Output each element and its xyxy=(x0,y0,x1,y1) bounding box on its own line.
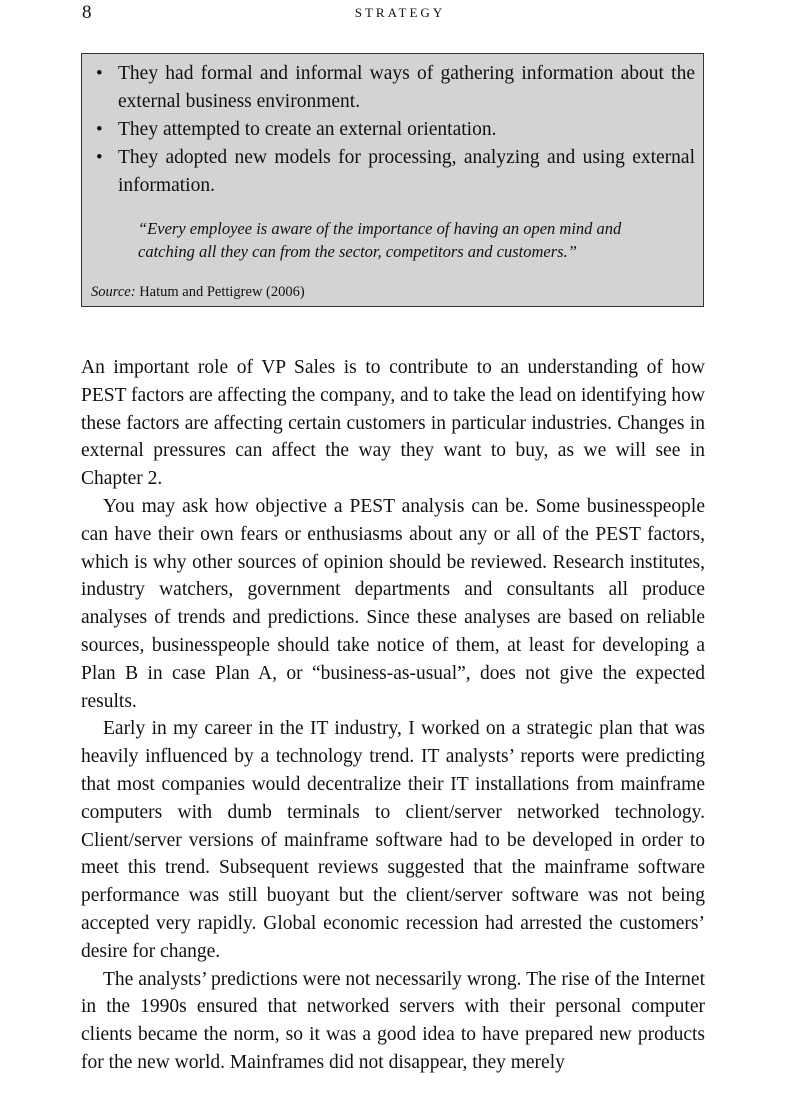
bullet-icon: • xyxy=(96,63,103,84)
bullet-item xyxy=(82,116,705,144)
paragraph: Early in my career in the IT industry, I worked on a strategic plan that was heavily influenced by a technology trend. IT analysts’ reports were predicting that most companies would decentralize their IT installations from mainframe computers with dumb terminals to client/server networked technology. Client/server versions of mainframe software had to be developed in order to meet this trend. Subsequent reviews suggested that the mainframe software performance was still buoyant but the client/server software was not being accepted very rapidly. Global economic recession had arrested the customers’ desire for change. xyxy=(81,718,705,962)
source-citation xyxy=(91,283,305,301)
paragraph: The analysts’ predictions were not necessarily wrong. The rise of the Internet in the 1990s ensured that networked servers with their personal computer clients became the norm, so it was a good idea to have prepared new products for the new world. Mainframes did not disappear, they merely xyxy=(81,968,705,1073)
case-study-box xyxy=(81,53,704,307)
paragraph: An important role of VP Sales is to contribute to an understanding of how PEST factors are affecting the company, and to take the lead on identifying how these factors are affecting certain customers in particular industries. Changes in external pressures can affect the way they want to buy, as we will see in Chapter 2. xyxy=(81,357,705,490)
bullet-item xyxy=(82,60,705,116)
employee-quote: “Every employee is aware of the importance of having an open mind and catching all they can from the sector, competitors and customers.” xyxy=(138,219,622,261)
paragraph: You may ask how objective a PEST analysis can be. Some businesspeople can have their own fears or enthusiasms about any or all of the PEST factors, which is why other sources of opinion should be reviewed. Research institutes, industry watchers, government departments and consultants all produce analyses of trends and predictions. Since these analyses are based on reliable sources, businesspeople should take notice of them, at least for developing a Plan B in case Plan A, or “business-as-usual”, does not give the expected results. xyxy=(81,495,705,712)
source-label: Source: xyxy=(91,284,136,300)
bullet-list xyxy=(82,60,705,200)
bullet-icon: • xyxy=(96,147,103,168)
body-text xyxy=(81,354,705,1077)
source-text: Hatum and Pettigrew (2006) xyxy=(139,284,305,300)
running-head: STRATEGY xyxy=(354,5,446,20)
bullet-text: They attempted to create an external orientation. xyxy=(118,119,497,140)
bullet-text: They adopted new models for processing, analyzing and using external information. xyxy=(118,147,695,196)
bullet-text: They had formal and informal ways of gathering information about the external business environment. xyxy=(118,63,695,112)
page-number: 8 xyxy=(82,2,92,23)
bullet-item xyxy=(82,144,705,200)
bullet-icon: • xyxy=(96,119,103,140)
